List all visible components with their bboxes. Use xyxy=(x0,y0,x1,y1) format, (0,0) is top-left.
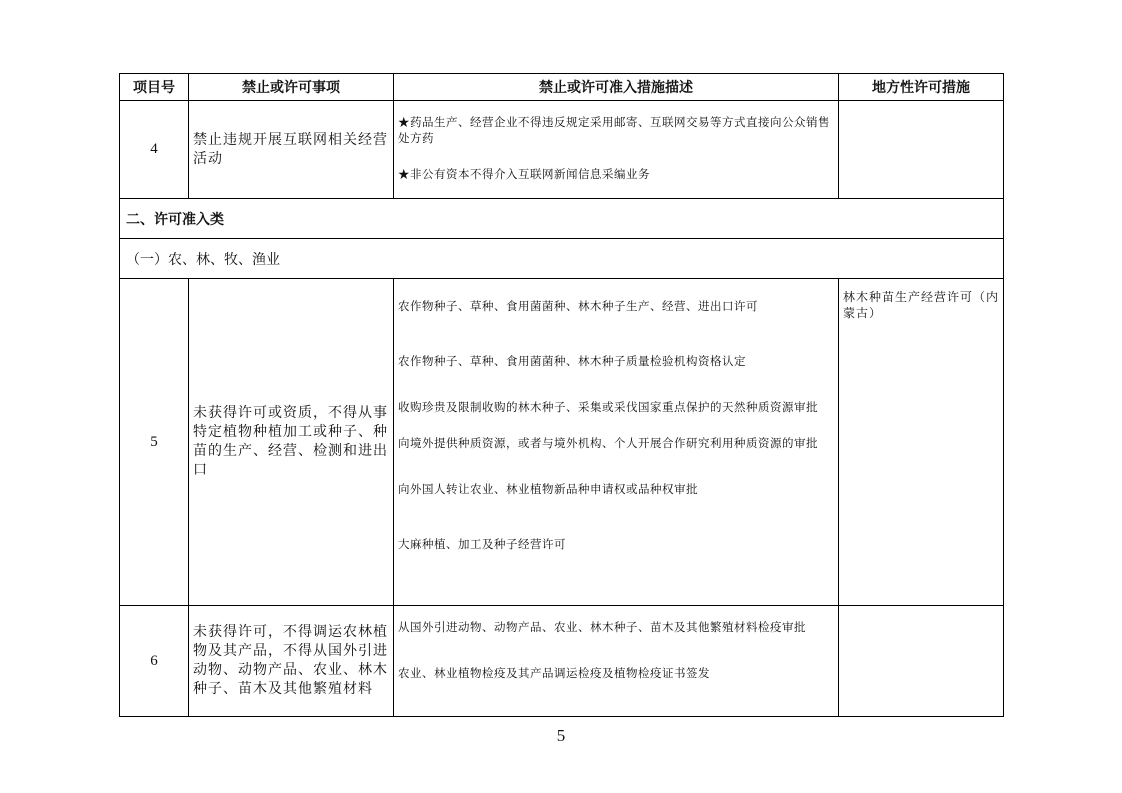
header-item: 禁止或许可事项 xyxy=(189,74,394,101)
item-number: 4 xyxy=(120,101,189,199)
item-number: 6 xyxy=(120,606,189,717)
measure-text: ★药品生产、经营企业不得违反规定采用邮寄、互联网交易等方式直接向公众销售处方药 xyxy=(398,115,830,145)
measure-text: 农作物种子、草种、食用菌菌种、林木种子生产、经营、进出口许可 xyxy=(398,299,758,313)
table-row xyxy=(120,101,1004,199)
section-title: 二、许可准入类 xyxy=(120,199,1004,239)
measure-text: 向境外提供种质资源，或者与境外机构、个人开展合作研究利用种质资源的审批 xyxy=(398,436,818,450)
header-item-number: 项目号 xyxy=(120,74,189,101)
local-measure: 林木种苗生产经营许可（内蒙古） xyxy=(839,279,1004,606)
subsection-title: （一）农、林、牧、渔业 xyxy=(120,239,1004,279)
header-local-measures: 地方性许可措施 xyxy=(839,74,1004,101)
subsection-row xyxy=(120,239,1004,279)
measure-text: ★非公有资本不得介入互联网新闻信息采编业务 xyxy=(398,167,650,181)
measure-cell xyxy=(394,279,839,606)
item-text: 禁止违规开展互联网相关经营活动 xyxy=(193,131,388,167)
table-row xyxy=(120,279,1004,606)
measure-text: 农作物种子、草种、食用菌菌种、林木种子质量检验机构资格认定 xyxy=(398,354,746,368)
measure-text: 农业、林业植物检疫及其产品调运检疫及植物检疫证书签发 xyxy=(398,666,710,680)
page-number: 5 xyxy=(556,726,566,745)
item-number: 5 xyxy=(120,279,189,606)
measure-text: 从国外引进动物、动物产品、农业、林木种子、苗木及其他繁殖材料检疫审批 xyxy=(398,620,806,634)
table-header-row xyxy=(120,74,1004,101)
measure-text: 向外国人转让农业、林业植物新品种申请权或品种权审批 xyxy=(398,482,698,496)
measure-text: 收购珍贵及限制收购的林木种子、采集或采伐国家重点保护的天然种质资源审批 xyxy=(398,400,818,414)
item-description xyxy=(189,101,394,199)
section-row xyxy=(120,199,1004,239)
measure-text: 大麻种植、加工及种子经营许可 xyxy=(398,537,566,551)
local-measure xyxy=(839,101,1004,199)
item-text: 未获得许可，不得调运农林植物及其产品，不得从国外引进动物、动物产品、农业、林木种子、苗木及其他繁殖材料 xyxy=(193,624,388,697)
item-description xyxy=(189,606,394,717)
measure-cell xyxy=(394,606,839,717)
item-text: 未获得许可或资质，不得从事特定植物种植加工或种子、种苗的生产、经营、检测和进出口 xyxy=(193,405,388,478)
measure-cell xyxy=(394,101,839,199)
regulation-table xyxy=(119,73,1004,717)
item-description xyxy=(189,279,394,606)
local-measure xyxy=(839,606,1004,717)
table-row xyxy=(120,606,1004,717)
header-measures: 禁止或许可准入措施描述 xyxy=(394,74,839,101)
